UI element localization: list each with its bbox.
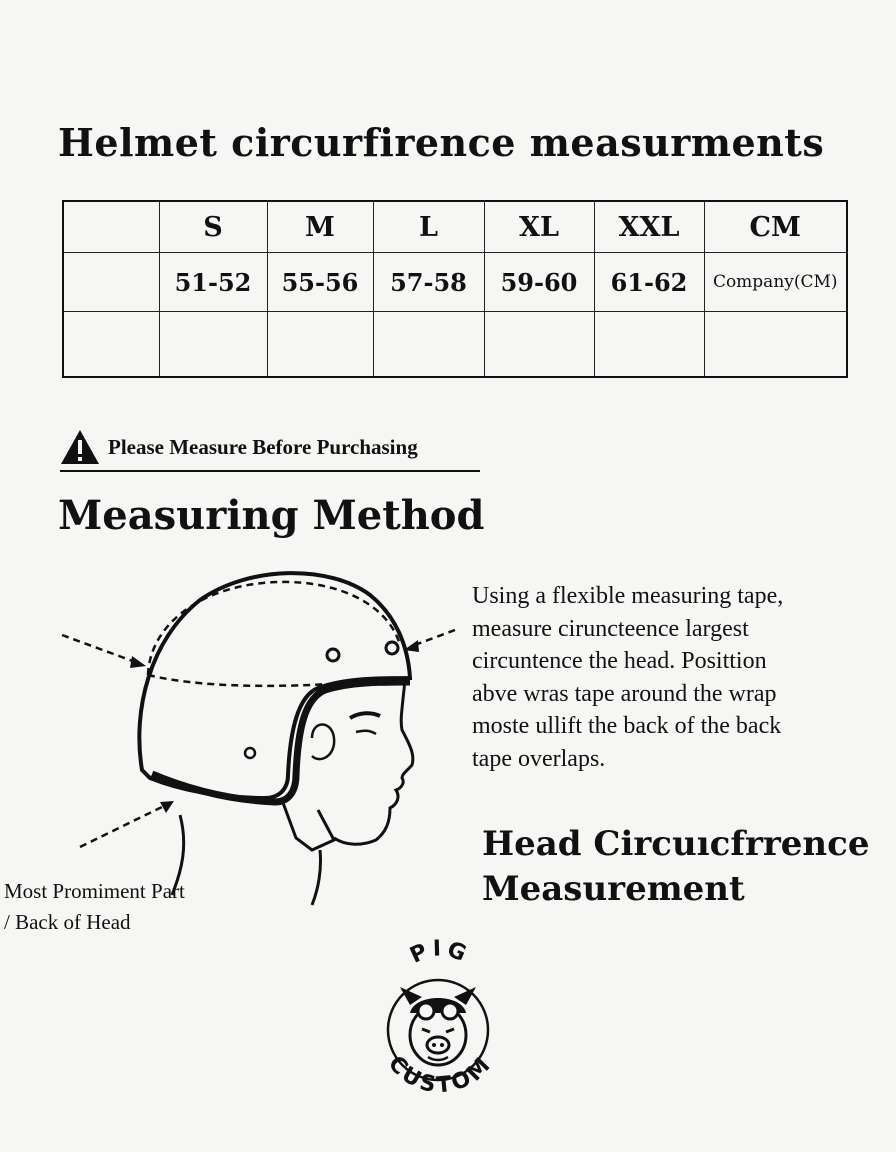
instruction-line: abve wras tape around the wrap: [472, 680, 777, 707]
size-table: [62, 200, 848, 378]
value-cell-unit: Company(CM): [704, 253, 847, 312]
empty-row: [63, 312, 847, 378]
head-title-line: Measurement: [482, 869, 745, 909]
head-title-line: Head Circuıcfrrence: [482, 824, 870, 864]
empty-cell: [704, 312, 847, 378]
value-cell-s: 51-52: [159, 253, 267, 312]
value-cell-xl: 59-60: [484, 253, 594, 312]
back-label-line: Most Promiment Part: [4, 879, 185, 903]
empty-cell: [594, 312, 704, 378]
page-title: Helmet circurfirence measurments: [58, 120, 825, 165]
value-cell: [63, 253, 159, 312]
instruction-line: moste ullift the back of the back: [472, 713, 782, 739]
back-of-head-label: [4, 876, 185, 938]
svg-text:PIG: [406, 936, 473, 968]
header-cell-xxl: XXL: [594, 201, 704, 253]
empty-cell: [484, 312, 594, 378]
size-values-row: [63, 253, 847, 312]
empty-cell: [267, 312, 373, 378]
warning-triangle-icon: [60, 429, 100, 465]
pig-custom-logo: [370, 935, 510, 1095]
head-measurement-title: [482, 822, 869, 912]
empty-cell: [63, 312, 159, 378]
size-header-row: [63, 201, 847, 253]
logo-bottom-text: CUSTOM: [382, 1051, 498, 1095]
logo-top-text: PIG: [406, 936, 474, 969]
header-cell-s: S: [159, 201, 267, 253]
header-cell-cm: CM: [704, 201, 847, 253]
helmet-head-illustration: [50, 560, 470, 910]
value-cell-xxl: 61-62: [594, 253, 704, 312]
instruction-line: measure ciruncteence largest: [472, 615, 749, 642]
instruction-line: tape overlaps.: [472, 745, 606, 772]
header-cell-m: M: [267, 201, 373, 253]
empty-cell: [373, 312, 484, 378]
measuring-instructions: [472, 580, 872, 775]
value-cell-l: 57-58: [373, 253, 484, 312]
header-cell: [63, 201, 159, 253]
instruction-line: circuntence the head. Posittion: [472, 648, 767, 674]
header-cell-xl: XL: [484, 201, 594, 253]
warning-text: Please Measure Before Purchasing: [108, 434, 418, 459]
section-title: Measuring Method: [58, 492, 485, 539]
header-cell-l: L: [373, 201, 484, 253]
back-label-line: / Back of Head: [4, 910, 131, 934]
instruction-line: Using a flexible measuring tape,: [472, 583, 784, 609]
empty-cell: [159, 312, 267, 378]
value-cell-m: 55-56: [267, 253, 373, 312]
warning-banner: [60, 424, 480, 472]
